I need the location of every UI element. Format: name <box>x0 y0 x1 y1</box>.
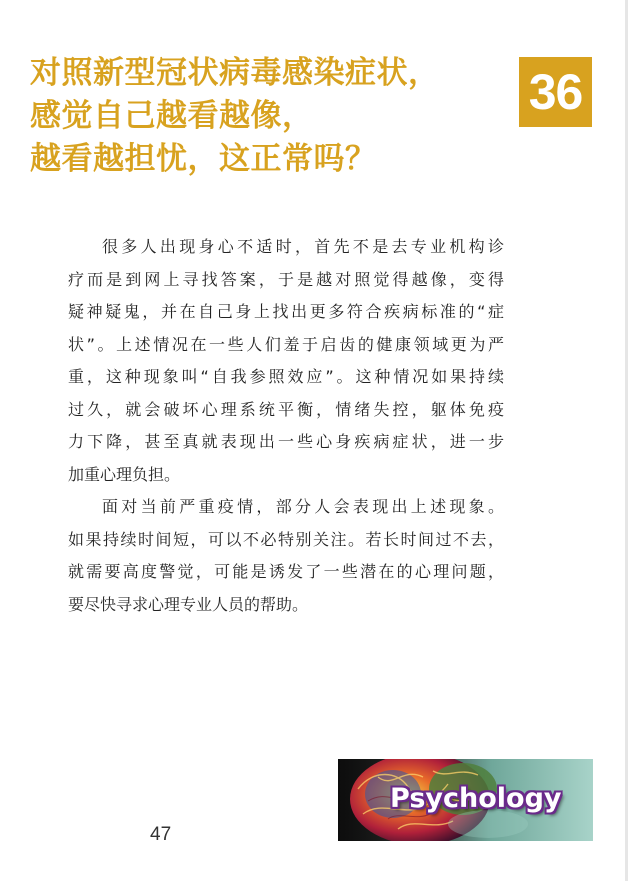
text-line: 疑神疑鬼，并在自己身上找出更多符合疾病标准的“症 <box>68 302 504 321</box>
answer-body <box>68 231 504 621</box>
paragraph <box>68 231 504 491</box>
paragraph <box>68 491 504 621</box>
banner-word: Psychology <box>390 783 562 814</box>
text-line: 疗而是到网上寻找答案，于是越对照觉得越像，变得 <box>68 269 504 289</box>
text-line: 就需要高度警觉，可能是诱发了一些潜在的心理问题， <box>68 562 504 581</box>
title-line: 越看越担忧，这正常吗？ <box>30 141 377 177</box>
question-title <box>30 52 500 181</box>
title-line: 感觉自己越看越像， <box>30 98 314 134</box>
text-line: 面对当前严重疫情，部分人会表现出上述现象。 <box>102 497 504 516</box>
text-line: 重，这种现象叫“自我参照效应”。这种情况如果持续 <box>68 367 504 386</box>
text-line: 过久，就会破坏心理系统平衡，情绪失控，躯体免疫 <box>68 399 504 419</box>
title-line: 对照新型冠状病毒感染症状， <box>30 55 440 91</box>
question-number-badge: 36 <box>519 57 592 127</box>
text-line: 很多人出现身心不适时，首先不是去专业机构诊 <box>102 237 504 256</box>
text-line: 要尽快寻求心理专业人员的帮助。 <box>68 594 309 614</box>
psychology-banner <box>338 759 593 841</box>
text-line: 如果持续时间短，可以不必特别关注。若长时间过不去， <box>68 529 504 549</box>
text-line: 状”。上述情况在一些人们羞于启齿的健康领域更为严 <box>68 334 504 354</box>
text-line: 加重心理负担。 <box>68 464 181 484</box>
page-number: 47 <box>150 824 172 845</box>
text-line: 力下降，甚至真就表现出一些心身疾病症状，进一步 <box>68 432 504 451</box>
